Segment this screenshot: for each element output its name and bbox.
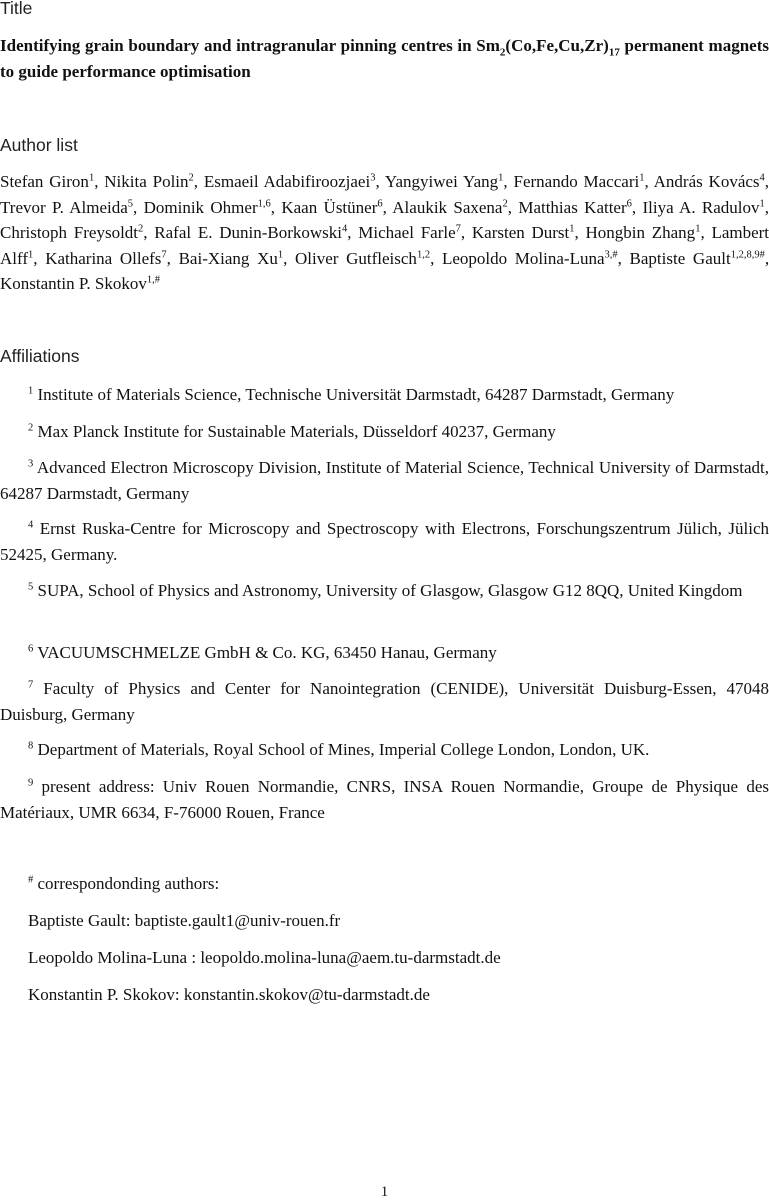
author-entry [642, 198, 764, 217]
affiliation-item [0, 419, 769, 445]
author-entry [472, 223, 575, 242]
affiliation-number: 8 [28, 740, 34, 752]
author-name: Esmaeil Adabifiroozjaei [203, 172, 371, 191]
author-affiliation-marker: 1,# [146, 274, 161, 286]
author-entry [358, 223, 461, 242]
affiliation-number: 7 [28, 679, 34, 691]
contact-line: Konstantin P. Skokov: konstantin.skokov@tu-darmstadt.de [28, 985, 430, 1004]
author-entry [442, 249, 618, 268]
author-name: Karsten Durst [471, 223, 570, 242]
title-part-1: Identifying grain boundary and intragranular pinning centres in Sm [0, 36, 500, 55]
affiliation-number: 2 [28, 422, 34, 434]
author-affiliation-marker: 5 [127, 197, 134, 209]
author-affiliation-marker: 1 [28, 248, 34, 260]
correspondence-heading [28, 872, 219, 896]
affiliation-number: 9 [28, 777, 34, 789]
author-affiliation-marker: 7 [161, 248, 167, 260]
paper-title [0, 33, 769, 85]
affiliation-item [0, 640, 769, 666]
author-name: Bai-Xiang Xu [178, 248, 278, 268]
affiliation-number: 3 [28, 458, 34, 470]
author-name: András Kovács [653, 172, 760, 191]
author-affiliation-marker: 1 [277, 248, 284, 260]
author-affiliation-marker: 1 [498, 172, 504, 184]
author-name: Konstantin P. Skokov [0, 274, 147, 293]
author-name: Leopoldo Molina-Luna [441, 248, 605, 268]
author-affiliation-marker: 2 [502, 197, 508, 209]
affiliation-number: 5 [28, 581, 34, 593]
affiliation-item [0, 516, 769, 567]
author-entry [630, 249, 765, 268]
title-section-heading: Title [0, 0, 33, 18]
affiliation-text: Faculty of Physics and Center for Nanointegration (CENIDE), Universität Duisburg-Essen, 47048 Duisburg, Germany [0, 679, 769, 724]
affiliation-text: Ernst Ruska-Centre for Microscopy and Spectroscopy with Electrons, Forschungszentrum Jülich, Jülich 52425, Germany. [0, 519, 769, 564]
author-name: Rafal E. Dunin-Borkowski [154, 223, 342, 242]
author-entry [0, 274, 160, 293]
author-name: Dominik Ohmer [143, 197, 258, 217]
affiliation-item [0, 578, 769, 604]
author-affiliation-marker: 1,2 [416, 248, 431, 260]
author-entry [179, 249, 284, 268]
affiliation-text: Institute of Materials Science, Technische Universität Darmstadt, 64287 Darmstadt, Germany [33, 385, 675, 404]
affiliation-item [0, 455, 769, 506]
author-name: Oliver Gutfleisch [295, 248, 417, 268]
affiliation-item [0, 382, 769, 408]
contact-line: Leopoldo Molina-Luna : leopoldo.molina-luna@aem.tu-darmstadt.de [28, 948, 501, 967]
affiliation-text: Max Planck Institute for Sustainable Materials, Düsseldorf 40237, Germany [33, 422, 556, 441]
author-entry [104, 172, 193, 191]
author-name: Fernando Maccari [513, 172, 640, 191]
author-name: Christoph Freysoldt [0, 223, 139, 242]
affiliation-text: present address: Univ Rouen Normandie, CNRS, INSA Rouen Normandie, Groupe de Physique des Matériaux, UMR 6634, F-76000 Rouen, France [0, 777, 769, 822]
affiliation-number: 1 [28, 385, 34, 397]
author-name: Iliya A. Radulov [642, 197, 760, 217]
affiliation-item [0, 774, 769, 825]
author-name: Matthias Katter [518, 197, 627, 217]
author-name: Nikita Polin [104, 172, 189, 191]
author-entry [654, 172, 765, 191]
author-name: Lambert Alff [0, 223, 769, 268]
author-affiliation-marker: 7 [455, 223, 461, 235]
author-entry [385, 172, 503, 191]
title-part-3: permanent magnets to guide performance optimisation [0, 36, 769, 81]
author-affiliation-marker: 1 [639, 172, 645, 184]
author-affiliation-marker: 6 [626, 197, 632, 209]
title-subscript-1: 2 [499, 46, 506, 59]
author-affiliation-marker: 3,# [604, 248, 618, 260]
author-entry [45, 249, 166, 268]
author-entry [586, 223, 701, 242]
author-affiliation-marker: 1 [569, 223, 575, 235]
author-name: Stefan Giron [0, 172, 89, 191]
author-entry [0, 198, 133, 217]
author-affiliation-marker: 4 [759, 172, 765, 184]
affiliation-text: VACUUMSCHMELZE GmbH & Co. KG, 63450 Hanau, Germany [33, 643, 497, 662]
correspondence-marker: # [28, 874, 34, 886]
title-part-2: (Co,Fe,Cu,Zr) [505, 36, 609, 55]
author-entry [144, 198, 271, 217]
author-name: Yangyiwei Yang [384, 172, 499, 191]
author-affiliation-marker: 1 [759, 197, 765, 209]
affiliation-number: 4 [28, 519, 34, 531]
author-affiliation-marker: 6 [377, 197, 383, 209]
affiliation-text: SUPA, School of Physics and Astronomy, University of Glasgow, Glasgow G12 8QQ, United Kingdom [33, 581, 743, 600]
author-entry [295, 249, 430, 268]
author-affiliation-marker: 3 [370, 172, 376, 184]
author-entry [513, 172, 644, 191]
author-name: Baptiste Gault [629, 248, 731, 268]
affiliation-text: Advanced Electron Microscopy Division, Institute of Material Science, Technical University of Darmstadt, 64287 Darmstadt, Germany [0, 458, 769, 503]
correspondence-heading-text: correspondonding authors: [33, 874, 220, 893]
author-name: Katharina Ollefs [45, 248, 162, 268]
author-name: Trevor P. Almeida [0, 197, 128, 217]
author-name: Kaan Üstüner [281, 197, 378, 217]
author-affiliation-marker: 1 [695, 223, 701, 235]
author-name: Michael Farle [358, 223, 456, 242]
author-affiliation-marker: 2 [138, 223, 144, 235]
author-affiliation-marker: 1,6 [257, 197, 271, 209]
author-affiliation-marker: 1 [88, 172, 95, 184]
page-number: 1 [380, 1184, 389, 1200]
author-list: Stefan Giron$^1$, Nikita Polin$^2$, Esmaeil Adabifiroozjaei$^3$, Yangyiwei Yang$^1$, Fernando Maccari$^1$, András Kovács$^4$, Trevor P. Almeida$^5$, Dominik Ohmer$^{1,6}$, Kaan Üstüner$^6$, Alaukik Saxena$^2$, Matthias Katter$^6$, Iliya A. Radulov$^1$, Christoph Freysoldt$^2$, Rafal E. Dunin-Borkowski$^4$, Michael Farle$^7$, Karsten Durst$^1$, Hongbin Zhang$^1$, Lambert Alff$^1$, Katharina Ollefs$^7$, Bai-Xiang Xu$^1$, Oliver Gutfleisch$^{1,2}$, Leopoldo Molina-Luna$^{3,\#}$, Baptiste Gault$^{1,2,8,9\#}$, Konstantin P. Skokov$^{1,\#}$ [0, 172, 769, 293]
contact-line: Baptiste Gault: baptiste.gault1@univ-rouen.fr [28, 911, 341, 930]
author-entry [0, 223, 143, 242]
author-entry [518, 198, 632, 217]
author-name: Alaukik Saxena [392, 197, 503, 217]
author-entry [204, 172, 376, 191]
author-entry [0, 172, 94, 191]
title-subscript-2: 17 [608, 46, 620, 59]
author-entry [154, 223, 347, 242]
author-name: Hongbin Zhang [585, 223, 696, 242]
affiliation-number: 6 [28, 643, 34, 655]
author-entry [392, 198, 507, 217]
author-entry [281, 198, 382, 217]
author-affiliation-marker: 1,2,8,9# [730, 248, 765, 260]
author-affiliation-marker: 4 [342, 223, 348, 235]
author-affiliation-marker: 2 [188, 172, 194, 184]
author-list-heading: Author list [0, 135, 78, 155]
affiliation-item [0, 737, 769, 763]
affiliation-item [0, 676, 769, 727]
affiliation-text: Department of Materials, Royal School of Mines, Imperial College London, London, UK. [33, 740, 650, 759]
affiliations-heading: Affiliations [0, 346, 80, 366]
